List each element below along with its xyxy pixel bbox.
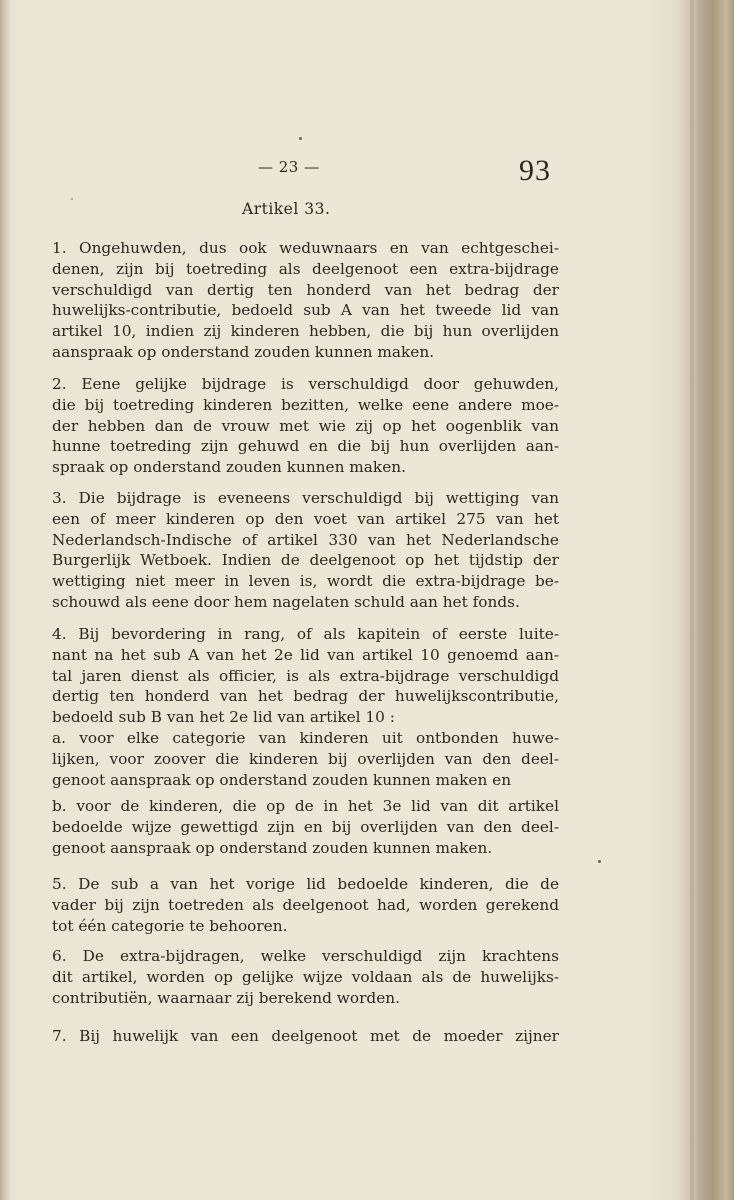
text-line: 7. Bij huwelijk van een deelgenoot met de moeder zijner bbox=[52, 1027, 559, 1045]
text-line: aanspraak op onderstand zouden kunnen maken. bbox=[52, 342, 435, 361]
text-line: denen, zijn bij toetreding als deelgenoot een extra-bijdrage bbox=[52, 259, 559, 278]
text-line: hunne toetreding zijn gehuwd en die bij hun overlijden aan- bbox=[52, 437, 559, 456]
text-line: artikel 10, indien zij kinderen hebben, die bij hun overlijden bbox=[52, 322, 559, 341]
text-line: a. voor elke categorie van kinderen uit ontbonden huwe- bbox=[52, 729, 559, 747]
text-line: verschuldigd van dertig ten honderd van het bedrag der bbox=[52, 280, 559, 299]
paragraph-6 bbox=[52, 946, 559, 1008]
text-line: tal jaren dienst als officier, is als extra-bijdrage verschuldigd bbox=[52, 666, 559, 685]
text-line: genoot aanspraak op onderstand zouden kunnen maken en bbox=[52, 770, 512, 789]
text-line: een of meer kinderen op den voet van artikel 275 van het bbox=[52, 509, 559, 528]
text-line: nant na het sub A van het 2e lid van artikel 10 genoemd aan- bbox=[52, 645, 559, 664]
page-left-edge bbox=[0, 0, 10, 1200]
text-line: 6. De extra-bijdragen, welke verschuldigd zijn krachtens bbox=[52, 947, 559, 965]
page-edge-strip bbox=[712, 0, 734, 1200]
text-line: dertig ten honderd van het bedrag der huwelijkscontributie, bbox=[52, 687, 559, 706]
paragraph-5 bbox=[52, 874, 559, 936]
ink-speck bbox=[299, 137, 302, 140]
margin-mark: ◦ bbox=[70, 194, 74, 205]
text-line: wettiging niet meer in leven is, wordt die extra-bijdrage be- bbox=[52, 572, 559, 591]
page-number: — 23 — bbox=[258, 158, 320, 176]
text-line: dit artikel, worden op gelijke wijze voldaan als de huwelijks- bbox=[52, 967, 559, 986]
text-line: genoot aanspraak op onderstand zouden kunnen maken. bbox=[52, 838, 493, 857]
text-line: die bij toetreding kinderen bezitten, welke eene andere moe- bbox=[52, 395, 559, 414]
paragraph-1 bbox=[52, 238, 559, 363]
text-line: lijken, voor zoover die kinderen bij overlijden van den deel- bbox=[52, 749, 559, 768]
article-title: Artikel 33. bbox=[242, 200, 331, 218]
text-line: spraak op onderstand zouden kunnen maken. bbox=[52, 458, 406, 477]
text-line: 1. Ongehuwden, dus ook weduwnaars en van echtgeschei- bbox=[52, 239, 559, 257]
page-gutter-line bbox=[690, 0, 694, 1200]
text-line: bedoelde wijze gewettigd zijn en bij overlijden van den deel- bbox=[52, 817, 559, 836]
text-line: 2. Eene gelijke bijdrage is verschuldigd door gehuwden, bbox=[52, 375, 559, 393]
text-line: Nederlandsch-Indische of artikel 330 van het Nederlandsche bbox=[52, 530, 559, 549]
paragraph-3 bbox=[52, 488, 559, 613]
text-line: huwelijks-contributie, bedoeld sub A van het tweede lid van bbox=[52, 301, 559, 320]
text-line: b. voor de kinderen, die op de in het 3e lid van dit artikel bbox=[52, 797, 559, 815]
paragraph-4b bbox=[52, 796, 559, 858]
text-line: der hebben dan de vrouw met wie zij op het oogenblik van bbox=[52, 416, 559, 435]
text-line: 5. De sub a van het vorige lid bedoelde kinderen, die de bbox=[52, 875, 559, 893]
text-line: 4. Bij bevordering in rang, of als kapitein of eerste luite- bbox=[52, 625, 559, 643]
paragraph-4 bbox=[52, 624, 559, 728]
text-line: vader bij zijn toetreden als deelgenoot had, worden gerekend bbox=[52, 895, 559, 914]
folio-number: 93 bbox=[519, 154, 551, 187]
text-line: contributiën, waarnaar zij berekend worden. bbox=[52, 988, 400, 1007]
text-line: schouwd als eene door hem nagelaten schuld aan het fonds. bbox=[52, 592, 520, 611]
paragraph-4a bbox=[52, 728, 559, 790]
paragraph-7 bbox=[52, 1026, 559, 1047]
text-line: tot één categorie te behooren. bbox=[52, 916, 288, 935]
text-line: Burgerlijk Wetboek. Indien de deelgenoot op het tijdstip der bbox=[52, 551, 559, 570]
paragraph-2 bbox=[52, 374, 559, 478]
text-line: bedoeld sub B van het 2e lid van artikel 10 : bbox=[52, 708, 395, 727]
ink-speck bbox=[598, 860, 601, 863]
text-line: 3. Die bijdrage is eveneens verschuldigd bij wettiging van bbox=[52, 489, 559, 507]
